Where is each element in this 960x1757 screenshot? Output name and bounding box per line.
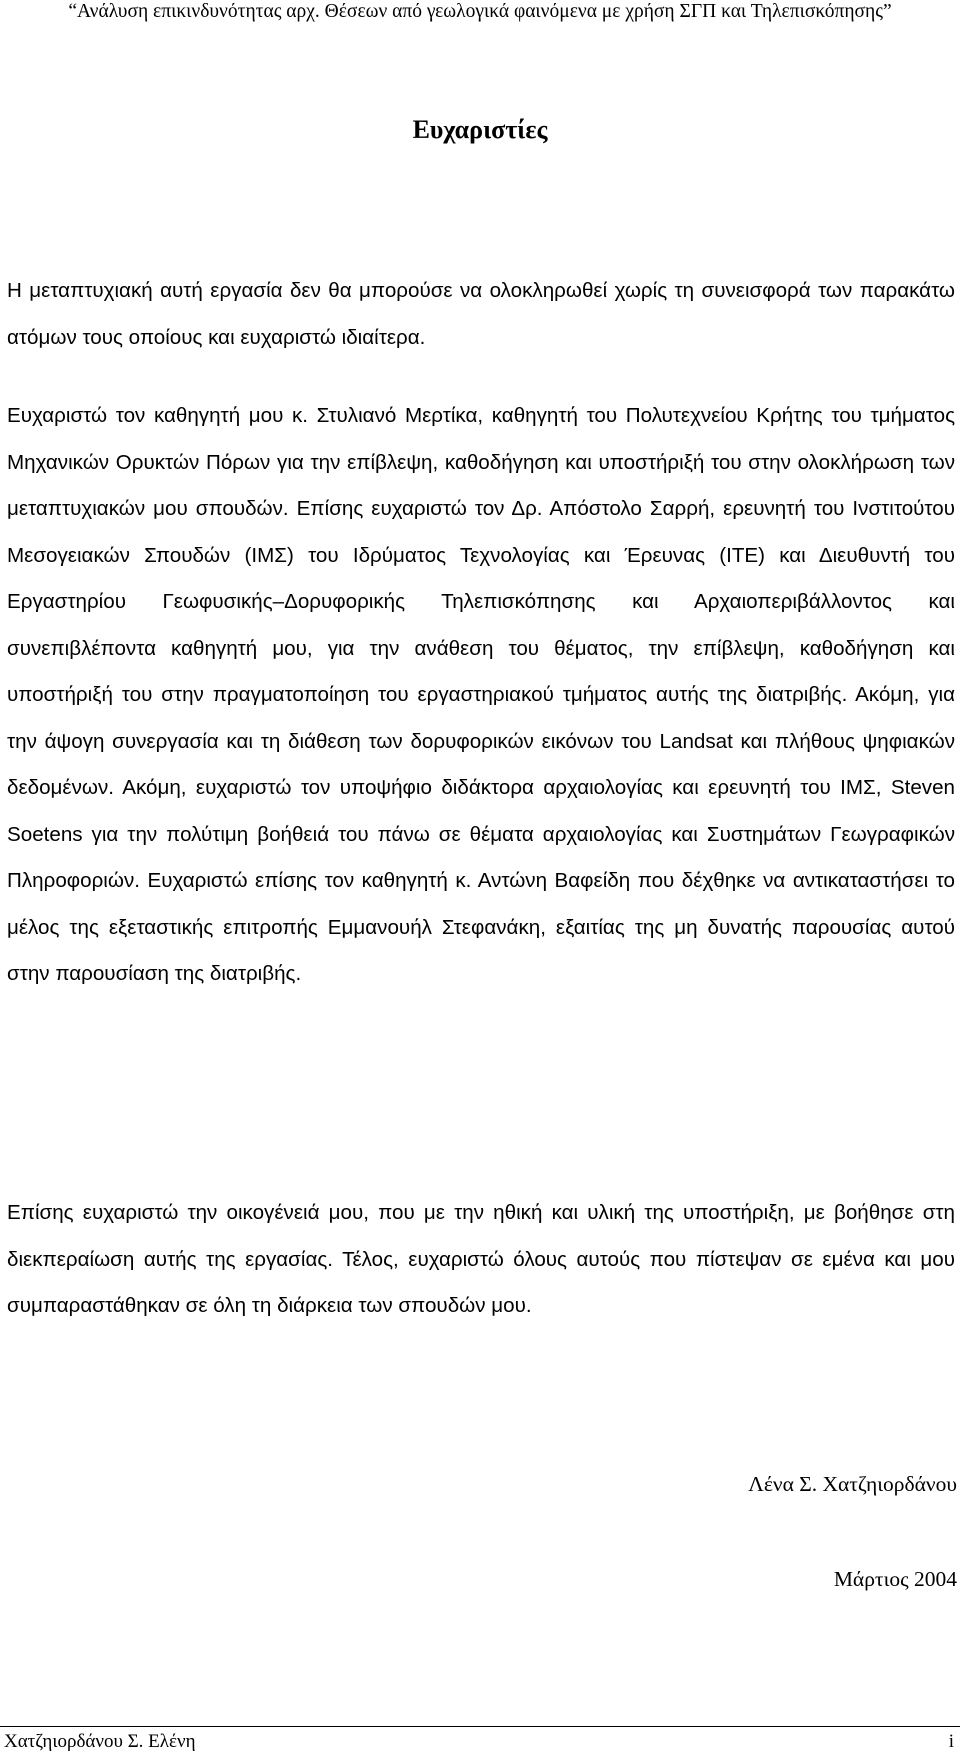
footer-divider xyxy=(0,1726,960,1727)
paragraph-acknowledgements-main: Ευχαριστώ τον καθηγητή μου κ. Στυλιανό Μερτίκα, καθηγητή του Πολυτεχνείου Κρήτης του τμήματος Μηχανικών Ορυκτών Πόρων για την επίβλεψη, καθοδήγηση και υποστήριξή του στην ολοκλήρωση των μεταπτυχιακών μου σπουδών. Επίσης ευχαριστώ τον Δρ. Απόστολο Σαρρή, ερευνητή του Ινστιτούτου Μεσογειακών Σπουδών (ΙΜΣ) του Ιδρύματος Τεχνολογίας και Έρευνας (ΙΤΕ) και Διευθυντή του Εργαστηρίου Γεωφυσικής–Δορυφορικής Τηλεπισκόπησης και Αρχαιοπεριβάλλοντος και συνεπιβλέποντα καθηγητή μου, για την ανάθεση του θέματος, την επίβλεψη, καθοδήγηση και υποστήριξή του στην πραγματοποίηση του εργαστηριακού τμήματος αυτής της διατριβής. Ακόμη, για την άψογη συνεργασία και τη διάθεση των δορυφορικών εικόνων του Landsat και πλήθους ψηφιακών δεδομένων. Ακόμη, ευχαριστώ τον υποψήφιο διδάκτορα αρχαιολογίας και ερευνητή του ΙΜΣ, Steven Soetens για την πολύτιμη βοήθειά του πάνω σε θέματα αρχαιολογίας και Συστημάτων Γεωγραφικών Πληροφοριών. Ευχαριστώ επίσης τον καθηγητή κ. Αντώνη Βαφείδη που δέχθηκε να αντικαταστήσει το μέλος της εξεταστικής επιτροπής Εμμανουήλ Στεφανάκη, εξαιτίας της μη δυνατής παρουσίας αυτού στην παρουσίαση της διατριβής. xyxy=(7,404,955,985)
signature-name: Λένα Σ. Χατζηιορδάνου xyxy=(748,1472,957,1496)
page-number: i xyxy=(948,1731,954,1752)
running-header: “Ανάλυση επικινδυνότητας αρχ. Θέσεων από γεωλογικά φαινόμενα με χρήση ΣΓΠ και Τηλεπισκόπησης” xyxy=(68,1,892,22)
paragraph-intro: Η μεταπτυχιακή αυτή εργασία δεν θα μπορούσε να ολοκληρωθεί χωρίς τη συνεισφορά των παρακάτω ατόμων τους οποίους και ευχαριστώ ιδιαίτερα. xyxy=(7,279,955,349)
paragraph-family: Επίσης ευχαριστώ την οικογένειά μου, που με την ηθική και υλική της υποστήριξη, με βοήθησε στη διεκπεραίωση αυτής της εργασίας. Τέλος, ευχαριστώ όλους αυτούς που πίστεψαν σε εμένα και μου συμπαραστάθηκαν σε όλη τη διάρκεια των σπουδών μου. xyxy=(7,1201,955,1317)
footer-author: Χατζηιορδάνου Σ. Ελένη xyxy=(4,1731,196,1752)
page-title: Ευχαριστίες xyxy=(412,115,548,144)
signature-date: Μάρτιος 2004 xyxy=(833,1567,957,1591)
